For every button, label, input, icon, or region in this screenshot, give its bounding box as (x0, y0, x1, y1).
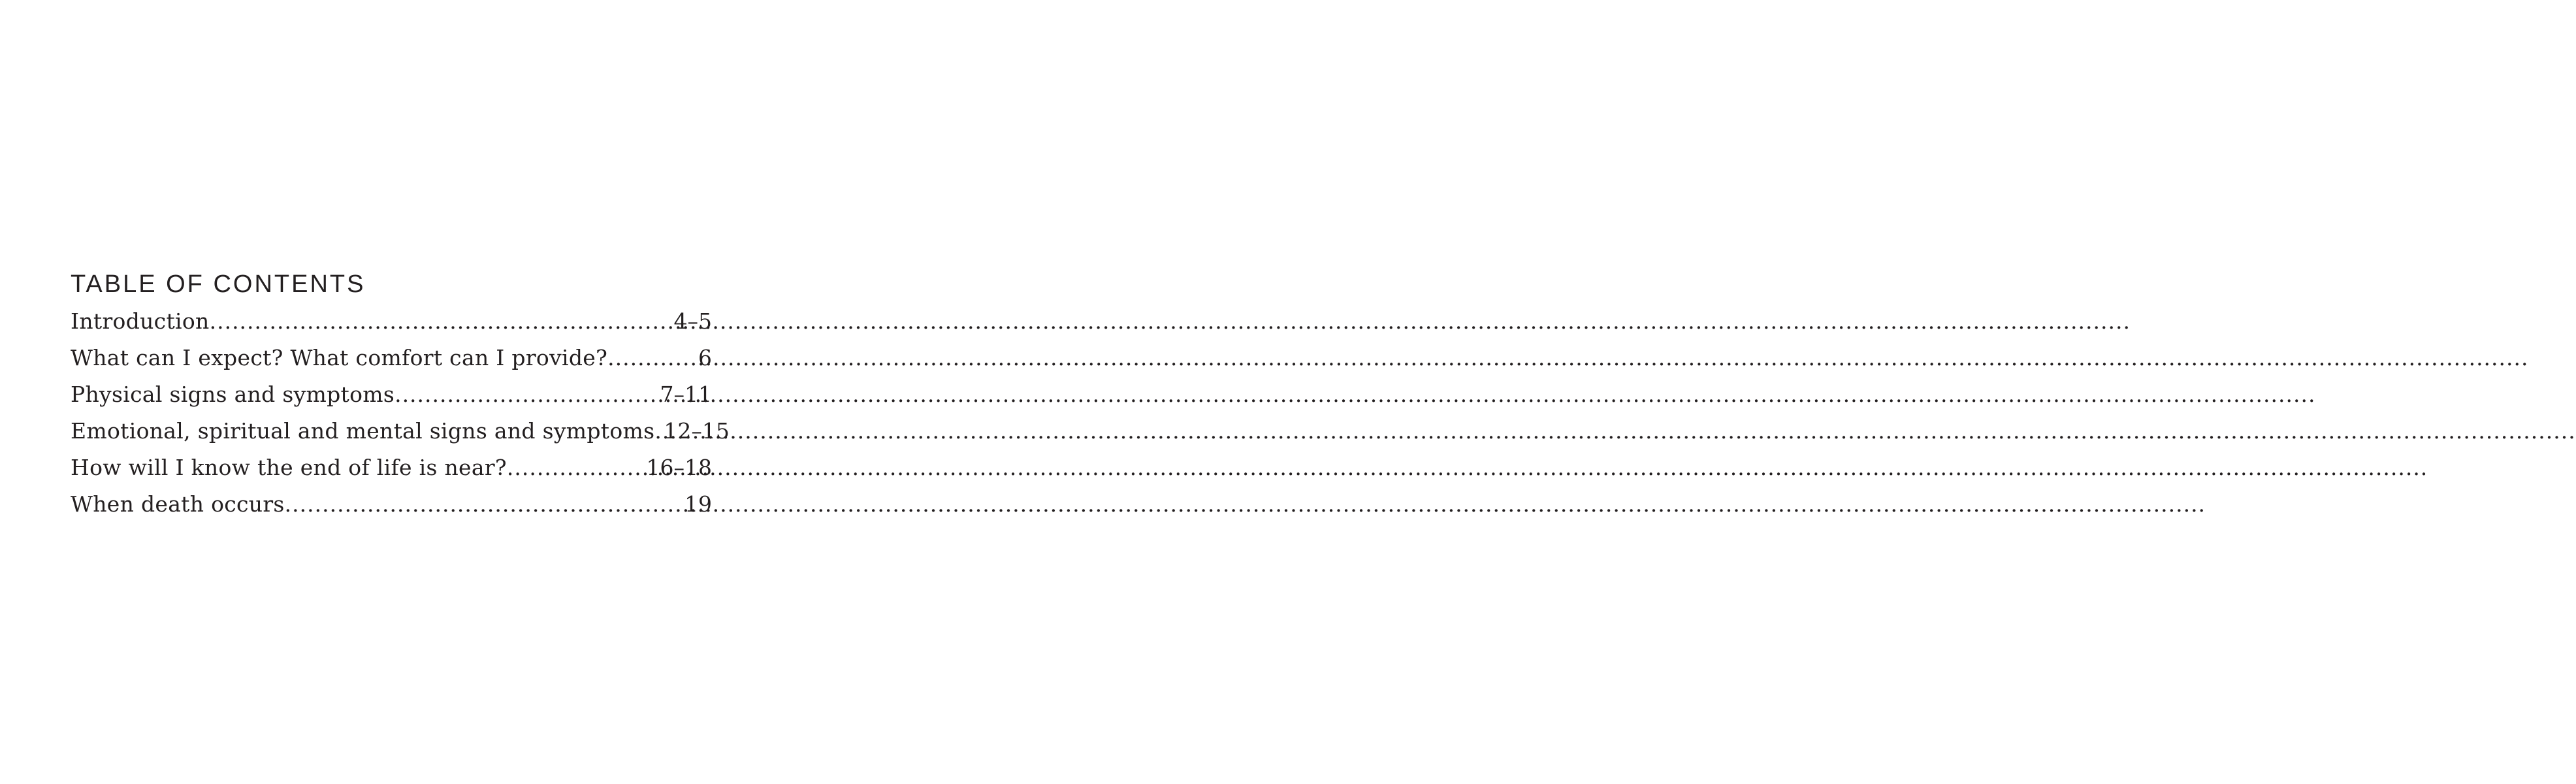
toc-entry-label: What can I expect? What comfort can I provide? (71, 345, 608, 370)
toc-entry-page: 16–18 (646, 455, 712, 480)
toc-entry-label: Introduction (71, 308, 210, 334)
toc-entry-label: Emotional, spiritual and mental signs and symptoms (71, 418, 655, 444)
toc-entry-introduction[interactable] (71, 303, 712, 340)
toc-entry-label: Physical signs and symptoms (71, 382, 395, 407)
dot-leader (394, 376, 657, 413)
dot-leader (607, 340, 696, 376)
dot-leader (285, 486, 682, 523)
toc-entry-label: How will I know the end of life is near? (71, 455, 507, 480)
dot-leader (507, 449, 644, 486)
toc-heading: TABLE OF CONTENTS (71, 270, 366, 298)
toc-entry-emotional-signs[interactable] (71, 413, 730, 449)
dot-leader (210, 303, 671, 340)
toc-entry-page: 6 (698, 345, 712, 370)
toc-entry-physical-signs[interactable] (71, 376, 712, 413)
table-of-contents (71, 267, 730, 523)
toc-entry-what-can-i-expect[interactable] (71, 340, 712, 376)
toc-entry-page: 12–15 (664, 418, 730, 444)
toc-entry-page: 19 (684, 491, 712, 517)
toc-entry-label: When death occurs (71, 491, 285, 517)
toc-list (71, 303, 730, 523)
toc-entry-end-of-life[interactable] (71, 449, 712, 486)
toc-entry-page: 4–5 (673, 308, 712, 334)
dot-leader (654, 413, 661, 449)
toc-entry-page: 7–11 (660, 382, 712, 407)
toc-entry-when-death-occurs[interactable] (71, 486, 712, 523)
